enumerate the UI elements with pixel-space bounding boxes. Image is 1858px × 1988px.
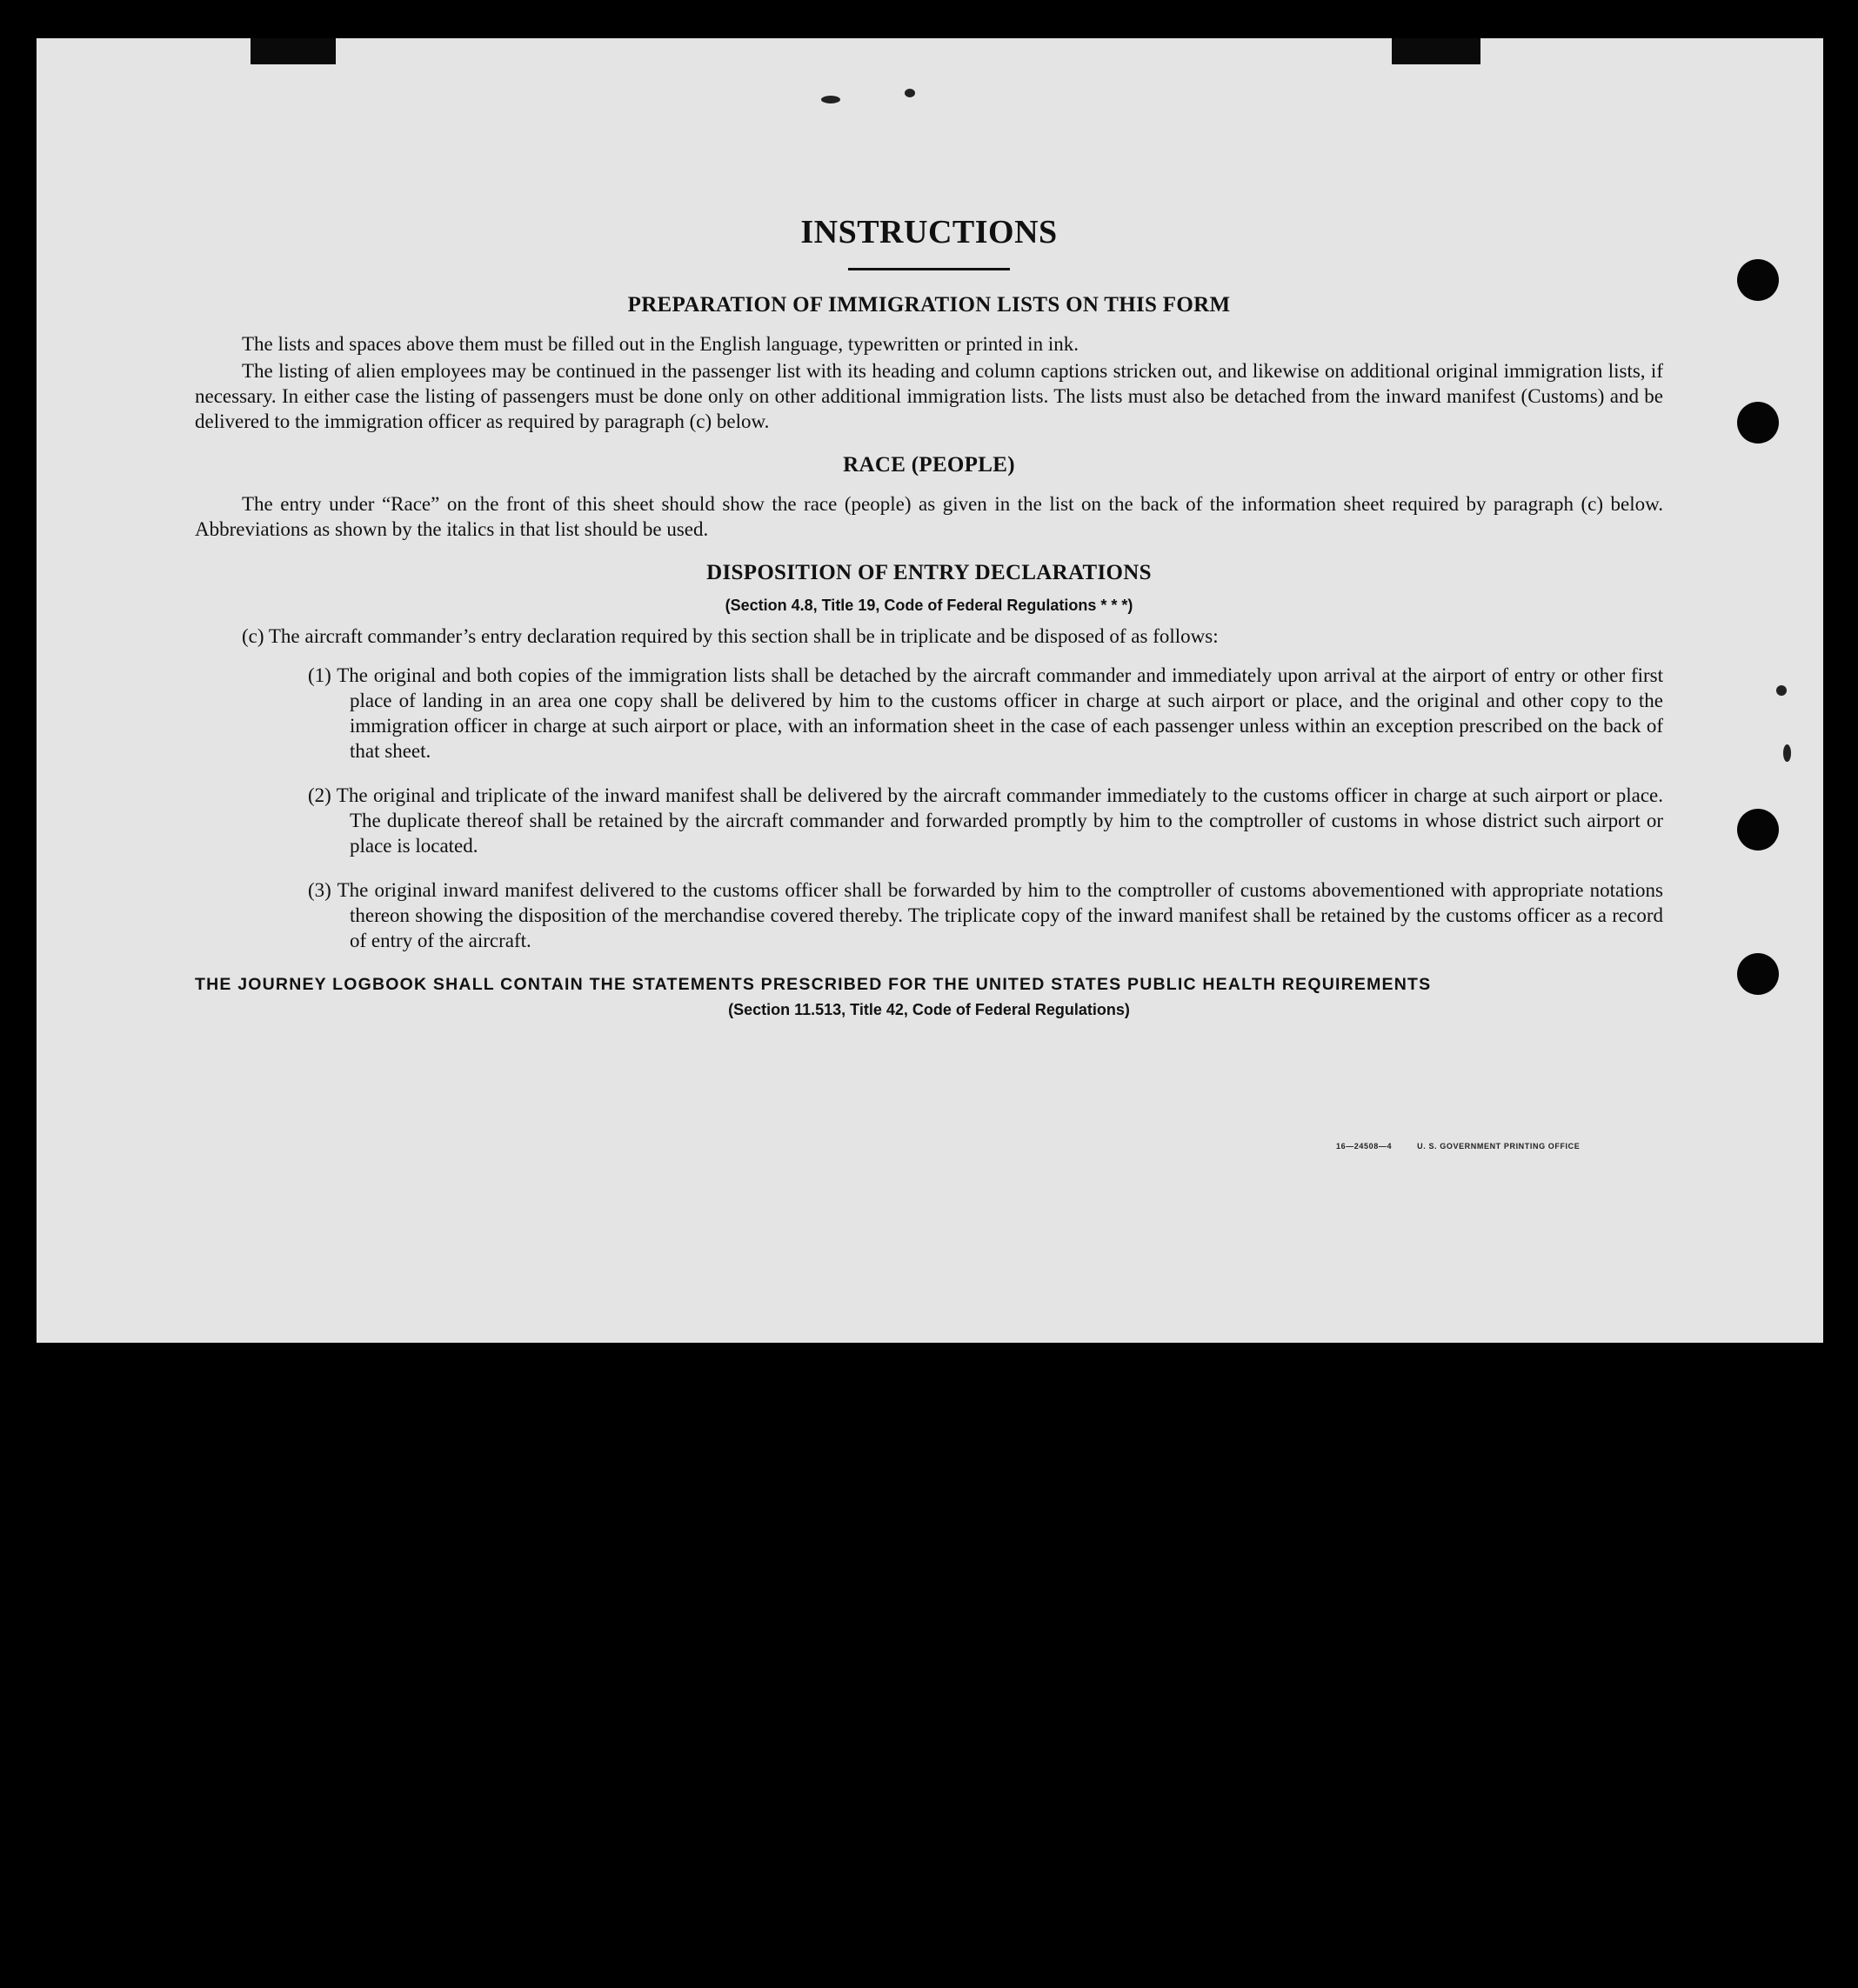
disposition-item-3: (3) The original inward manifest delivered to the customs officer shall be forwarded by him to the comptroller of customs abovementioned with appropriate notations thereon showing the disposition of the merchandise covered thereby. The triplicate copy of the inward manifest shall be retained by the customs officer as a record of entry of the aircraft. (308, 879, 1663, 951)
race-paragraph: The entry under “Race” on the front of this sheet should show the race (people) as given in the list on the back of the information sheet required by paragraph (c) below. Abbreviations as shown by the italics in that list should be used. (195, 493, 1663, 540)
preparation-paragraph-1: The lists and spaces above them must be filled out in the English language, typewritten or printed in ink. (242, 333, 1079, 355)
race-heading: RACE (PEOPLE) (843, 453, 1015, 477)
ink-speck (1783, 744, 1791, 762)
disposition-citation: (Section 4.8, Title 19, Code of Federal Regulations * * *) (725, 597, 1133, 614)
ink-speck (905, 89, 915, 97)
ink-speck (1776, 685, 1787, 696)
public-health-statement: THE JOURNEY LOGBOOK SHALL CONTAIN THE STATEMENTS PRESCRIBED FOR THE UNITED STATES PUBLIC HEALTH REQUIREMENTS (195, 975, 1432, 994)
punch-hole (1737, 953, 1779, 995)
page-title: INSTRUCTIONS (800, 214, 1058, 250)
disposition-heading: DISPOSITION OF ENTRY DECLARATIONS (706, 561, 1152, 584)
printer-name: U. S. GOVERNMENT PRINTING OFFICE (1417, 1142, 1581, 1151)
punch-hole (1737, 809, 1779, 851)
instructions-content (195, 212, 1663, 1021)
preparation-paragraph-2: The listing of alien employees may be continued in the passenger list with its heading and column captions stricken out, and likewise on additional original immigration lists, if necessary. In either case the listing of passengers must be done only on other additional immigration lists. The lists must also be detached from the inward manifest (Customs) and be delivered to the immigration officer as required by paragraph (c) below. (195, 360, 1663, 432)
preparation-heading: PREPARATION OF IMMIGRATION LISTS ON THIS FORM (627, 293, 1231, 317)
title-underline (848, 268, 1010, 270)
disposition-item-2: (2) The original and triplicate of the inward manifest shall be delivered by the aircraft commander immediately to the customs officer in charge at such airport or place. The duplicate thereof shall be retained by the aircraft commander and forwarded promptly by him to the comptroller of customs in whose district such airport or place is located. (308, 784, 1663, 857)
disposition-intro: (c) The aircraft commander’s entry declaration required by this section shall be in triplicate and be disposed of as follows: (242, 625, 1219, 647)
punch-hole (1737, 402, 1779, 444)
form-number: 16—24508—4 (1336, 1142, 1393, 1151)
binder-tab-left (251, 38, 336, 64)
printer-imprint (1336, 1142, 1602, 1151)
disposition-item-1: (1) The original and both copies of the immigration lists shall be detached by the aircraft commander and immediately upon arrival at the airport of entry or other first place of landing in an area one copy shall be delivered by him to the customs officer in charge at such airport or place, and the original and other copy to the immigration officer in charge at such airport or place, with an information sheet in the case of each passenger unless within an exception prescribed on the back of that sheet. (308, 664, 1663, 762)
punch-hole (1737, 259, 1779, 301)
binder-tab-right (1392, 38, 1480, 64)
ink-speck (821, 96, 840, 103)
public-health-citation: (Section 11.513, Title 42, Code of Federal Regulations) (728, 1001, 1130, 1018)
